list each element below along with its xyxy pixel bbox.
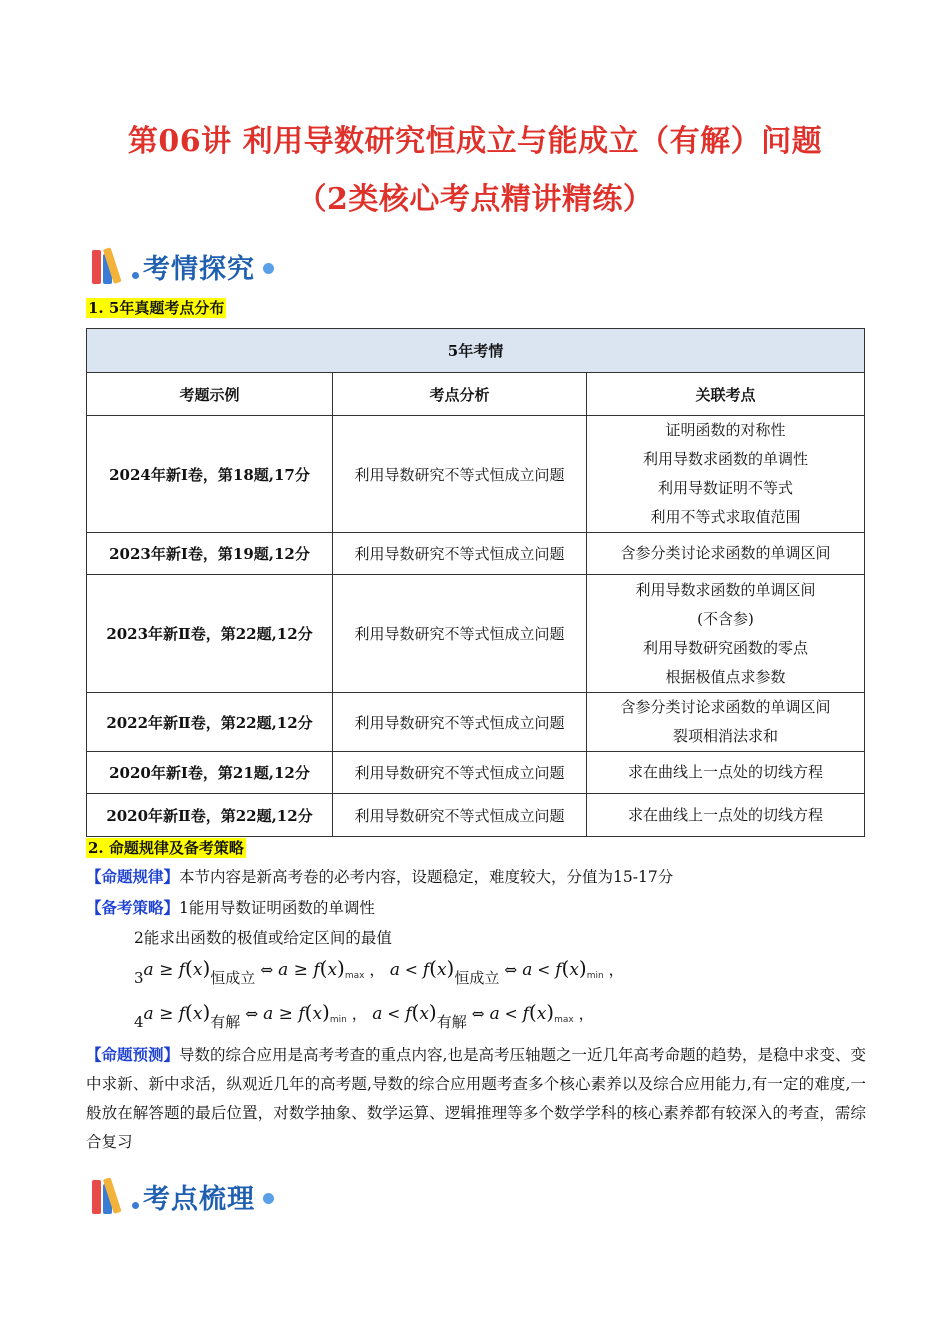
table-row bbox=[87, 752, 865, 794]
strategy-tag: 【备考策略】 bbox=[86, 898, 180, 917]
cell-analysis: 利用导数研究不等式恒成立问题 bbox=[333, 575, 587, 693]
related-item: 证明函数的对称性 bbox=[665, 421, 786, 439]
related-item: 利用导数证明不等式 bbox=[657, 479, 793, 497]
strategy-paragraph bbox=[86, 893, 866, 923]
section-heading-1: 1. 5年真题考点分布 bbox=[88, 299, 225, 317]
cell-analysis: 利用导数研究不等式恒成立问题 bbox=[333, 533, 587, 575]
formula-line-3: 3a ≥ f(x)恒成立 ⇔ $a \ge f(x)_{max}$ ， a < f(x)恒成立 ⇔ $a < f(x)_{min}$ ， bbox=[134, 956, 625, 987]
formula-line-4: 4a ≥ f(x)有解 ⇔ $a \ge f(x)_{min}$ ， a < f(x)有解 ⇔ $a < f(x)_{max}$ ， bbox=[134, 1000, 595, 1031]
rule-paragraph bbox=[86, 862, 866, 892]
cell-analysis: 利用导数研究不等式恒成立问题 bbox=[333, 752, 587, 794]
cell-exam: 2024年新I卷，第18题,17分 bbox=[87, 416, 333, 533]
forecast-text: 导数的综合应用是高考考查的重点内容,也是高考压轴题之一近几年高考命题的趋势，是稳中求变、变中求新、新中求活，纵观近几年的高考题,导数的综合应用题考查多个核心素养以及综合应用能力,有一定的难度,一般放在解答题的最后位置，对数学抽象、数学运算、逻辑推理等多个数学学科的核心素养都有较深入的考查，需综合复习 bbox=[86, 1046, 866, 1151]
max-subscript: max bbox=[554, 1015, 574, 1025]
table-row bbox=[87, 533, 865, 575]
section-banner-exam-analysis bbox=[90, 244, 274, 288]
forecast-paragraph bbox=[86, 1040, 866, 1157]
circle-icon bbox=[263, 263, 274, 274]
item-number: 4 bbox=[134, 1013, 144, 1031]
related-item: 求在曲线上一点处的切线方程 bbox=[627, 805, 823, 824]
books-icon bbox=[90, 1176, 136, 1216]
cell-exam: 2023年新Ⅱ卷，第22题,12分 bbox=[87, 575, 333, 693]
related-item: 求在曲线上一点处的切线方程 bbox=[627, 763, 823, 781]
page-subtitle: （2类核心考点精讲精练） bbox=[296, 182, 654, 217]
label-has-solution: 有解 bbox=[436, 1013, 467, 1031]
related-item: 利用导数研究函数的零点 bbox=[642, 638, 808, 657]
max-subscript: max bbox=[344, 971, 365, 981]
min-subscript: min bbox=[329, 1015, 347, 1025]
related-item: 含参分类讨论求函数的单调区间 bbox=[620, 544, 831, 562]
rule-tag: 【命题规律】 bbox=[86, 867, 180, 886]
books-icon bbox=[90, 246, 136, 286]
cell-exam: 2020年新I卷，第21题,12分 bbox=[87, 752, 333, 794]
banner-title: 考情探究 bbox=[143, 253, 255, 285]
cell-exam: 2020年新Ⅱ卷，第22题,12分 bbox=[87, 794, 333, 837]
strategy-item-1: 1能用导数证明函数的单调性 bbox=[179, 899, 375, 917]
cell-related bbox=[587, 416, 865, 533]
related-item: 利用导数求函数的单调区间 bbox=[635, 580, 816, 599]
cell-related bbox=[587, 575, 865, 693]
table-row bbox=[87, 693, 865, 752]
table-row bbox=[87, 575, 865, 693]
forecast-tag: 【命题预测】 bbox=[86, 1045, 180, 1064]
table-row bbox=[87, 794, 865, 837]
header-exam: 考题示例 bbox=[87, 373, 333, 416]
related-item: 利用导数求函数的单调性 bbox=[642, 450, 808, 468]
item-number: 3 bbox=[134, 969, 144, 987]
min-subscript: min bbox=[586, 971, 604, 981]
cell-analysis: 利用导数研究不等式恒成立问题 bbox=[333, 794, 587, 837]
label-always-true: 恒成立 bbox=[210, 969, 256, 987]
circle-icon bbox=[263, 1193, 274, 1204]
strategy-item-2: 2能求出函数的极值或给定区间的最值 bbox=[134, 929, 392, 947]
header-related: 关联考点 bbox=[587, 373, 865, 416]
header-analysis: 考点分析 bbox=[333, 373, 587, 416]
related-item: 根据极值点求参数 bbox=[665, 667, 786, 686]
related-item: 裂项相消法求和 bbox=[672, 727, 778, 745]
banner-title: 考点梳理 bbox=[143, 1183, 255, 1215]
section-heading-2: 2. 命题规律及备考策略 bbox=[88, 839, 244, 857]
label-has-solution: 有解 bbox=[210, 1013, 241, 1031]
rule-text: 本节内容是新高考卷的必考内容，设题稳定，难度较大，分值为15-17分 bbox=[179, 868, 674, 886]
cell-exam: 2023年新I卷，第19题,12分 bbox=[87, 533, 333, 575]
cell-analysis: 利用导数研究不等式恒成立问题 bbox=[333, 416, 587, 533]
related-item: (不含参) bbox=[697, 609, 754, 628]
table-row bbox=[87, 416, 865, 533]
cell-related bbox=[587, 752, 865, 794]
table-caption: 5年考情 bbox=[87, 329, 865, 373]
cell-related bbox=[587, 533, 865, 575]
related-item: 利用不等式求取值范围 bbox=[650, 508, 801, 526]
exam-table bbox=[86, 328, 865, 837]
related-item: 含参分类讨论求函数的单调区间 bbox=[620, 698, 831, 716]
cell-analysis: 利用导数研究不等式恒成立问题 bbox=[333, 693, 587, 752]
page-title: 第06讲 利用导数研究恒成立与能成立（有解）问题 bbox=[127, 124, 823, 159]
cell-related bbox=[587, 693, 865, 752]
label-always-true: 恒成立 bbox=[454, 969, 500, 987]
section-banner-knowledge bbox=[90, 1174, 274, 1218]
cell-related bbox=[587, 794, 865, 837]
cell-exam: 2022年新Ⅱ卷，第22题,12分 bbox=[87, 693, 333, 752]
